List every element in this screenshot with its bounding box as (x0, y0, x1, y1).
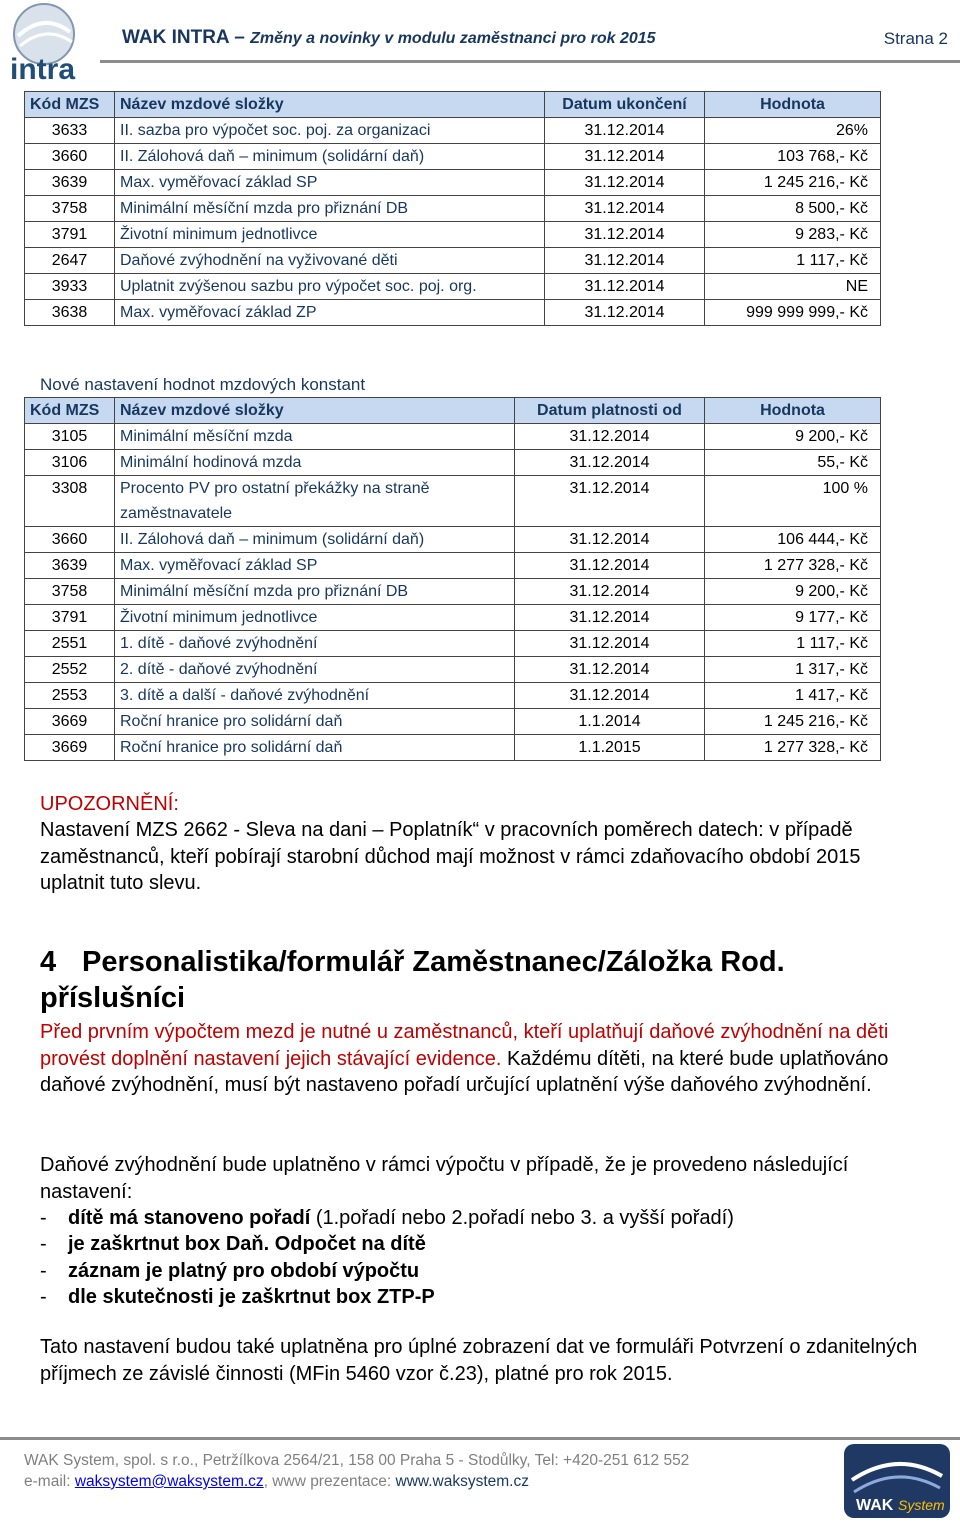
table-row (25, 222, 881, 248)
intro-red-text: Před prvním výpočtem mezd je nutné u zaměstnanců, kteří uplatňují daňové zvýhodnění na děti provést doplnění nastavení jejich stávající evidence. (40, 1021, 889, 1070)
cell-value: 55,- Kč (705, 450, 881, 476)
cell-value: 1 317,- Kč (705, 657, 881, 683)
cell-date: 31.12.2014 (545, 118, 705, 144)
cell-name: II. Zálohová daň – minimum (solidární daň) (115, 144, 545, 170)
web-label: , www prezentace: (263, 1473, 396, 1490)
web-link[interactable]: www.waksystem.cz (395, 1473, 529, 1490)
footer-logo-text: WAK (856, 1497, 894, 1514)
cell-date: 31.12.2014 (515, 683, 705, 709)
table-row (25, 450, 881, 476)
table-header-row (25, 398, 881, 424)
col-header-name: Název mzdové složky (115, 92, 545, 118)
header-divider (100, 60, 960, 63)
footer-divider (0, 1437, 960, 1440)
intro-rest-text: Každému dítěti, na které bude uplatňováno daňové zvýhodnění, musí být nastaveno pořadí určující uplatnění výše daňového zvýhodnění. (40, 1047, 889, 1096)
settings-list (40, 1205, 734, 1310)
footer-logo-text2: System (898, 1497, 945, 1513)
cell-date: 31.12.2014 (515, 631, 705, 657)
table-new-constants (24, 397, 881, 761)
table-row (25, 631, 881, 657)
table-header-row (25, 92, 881, 118)
table-row (25, 118, 881, 144)
table-row (25, 424, 881, 450)
cell-value: 9 200,- Kč (705, 424, 881, 450)
cell-code: 3106 (25, 450, 115, 476)
footer-contact (24, 1473, 529, 1491)
cell-code: 3758 (25, 579, 115, 605)
col-header-code: Kód MZS (25, 398, 115, 424)
cell-code: 2647 (25, 248, 115, 274)
cell-code: 3308 (25, 476, 115, 527)
cell-value: 103 768,- Kč (705, 144, 881, 170)
list-item: - dítě má stanoveno pořadí (1.pořadí nebo 2.pořadí nebo 3. a vyšší pořadí) (40, 1207, 734, 1229)
table-row (25, 300, 881, 326)
table-row (25, 248, 881, 274)
cell-code: 3105 (25, 424, 115, 450)
section-title: Personalistika/formulář Zaměstnanec/Záložka Rod. příslušníci (40, 946, 785, 1014)
list-item: - záznam je platný pro období výpočtu (40, 1259, 420, 1282)
table-row (25, 476, 881, 527)
cell-name: Životní minimum jednotlivce (115, 605, 515, 631)
cell-name: II. sazba pro výpočet soc. poj. za organizaci (115, 118, 545, 144)
cell-code: 3639 (25, 170, 115, 196)
col-header-date: Datum ukončení (545, 92, 705, 118)
header-title: WAK INTRA – Změny a novinky v modulu zaměstnanci pro rok 2015 (122, 27, 656, 48)
header-app: WAK INTRA (122, 27, 229, 48)
cell-code: 3933 (25, 274, 115, 300)
cell-name: 3. dítě a další - daňové zvýhodnění (115, 683, 515, 709)
list-item-bold: záznam je platný pro období výpočtu (68, 1259, 420, 1282)
table-row (25, 579, 881, 605)
cell-value: 100 % (705, 476, 881, 527)
cell-value: 1 277 328,- Kč (705, 553, 881, 579)
cell-name: Daňové zvýhodnění na vyživované děti (115, 248, 545, 274)
cell-name: Roční hranice pro solidární daň (115, 735, 515, 761)
cell-date: 31.12.2014 (545, 222, 705, 248)
table-row (25, 196, 881, 222)
cell-code: 2553 (25, 683, 115, 709)
list-item: - dle skutečnosti je zaškrtnut box ZTP-P (40, 1285, 435, 1308)
cell-value: 8 500,- Kč (705, 196, 881, 222)
cell-date: 31.12.2014 (515, 553, 705, 579)
table-row (25, 274, 881, 300)
cell-code: 2551 (25, 631, 115, 657)
footer-address: WAK System, spol. s r.o., Petržílkova 2564/21, 158 00 Praha 5 - Stodůlky, Tel: +420-251 612 552 (24, 1452, 690, 1469)
warning-text: Nastavení MZS 2662 - Sleva na dani – Poplatník“ v pracovních poměrech datech: v případě zaměstnanců, kteří pobírají starobní důchod mají možnost v rámci zdaňovacího období 2015 uplatnit tuto slevu. (40, 819, 861, 894)
list-item-bold: dle skutečnosti je zaškrtnut box ZTP-P (68, 1285, 435, 1308)
cell-date: 31.12.2014 (515, 657, 705, 683)
cell-code: 3639 (25, 553, 115, 579)
col-header-value: Hodnota (705, 92, 881, 118)
cell-value: 9 200,- Kč (705, 579, 881, 605)
list-item: - je zaškrtnut box Daň. Odpočet na dítě (40, 1233, 426, 1256)
cell-code: 3669 (25, 735, 115, 761)
section-heading (40, 944, 920, 1016)
cell-name: Roční hranice pro solidární daň (115, 709, 515, 735)
cell-value: 1 245 216,- Kč (705, 709, 881, 735)
cell-value: 1 117,- Kč (705, 248, 881, 274)
page-number: Strana 2 (883, 29, 948, 48)
cell-name: Max. vyměřovací základ SP (115, 553, 515, 579)
cell-date: 31.12.2014 (545, 274, 705, 300)
table-row (25, 170, 881, 196)
cell-code: 3633 (25, 118, 115, 144)
section-para2: Daňové zvýhodnění bude uplatněno v rámci výpočtu v případě, že je provedeno následující nastavení: (40, 1154, 849, 1203)
cell-name: Minimální měsíční mzda pro přiznání DB (115, 579, 515, 605)
cell-name: 2. dítě - daňové zvýhodnění (115, 657, 515, 683)
cell-value: 1 417,- Kč (705, 683, 881, 709)
cell-code: 3638 (25, 300, 115, 326)
table-row (25, 144, 881, 170)
table-row (25, 605, 881, 631)
email-label: e-mail: (24, 1473, 75, 1490)
intra-logo (4, 2, 92, 82)
section-intro (40, 1019, 920, 1099)
cell-date: 31.12.2014 (545, 144, 705, 170)
col-header-value: Hodnota (705, 398, 881, 424)
cell-value: 9 177,- Kč (705, 605, 881, 631)
col-header-name: Název mzdové složky (115, 398, 515, 424)
cell-name: Max. vyměřovací základ ZP (115, 300, 545, 326)
table-row (25, 683, 881, 709)
cell-name: Minimální hodinová mzda (115, 450, 515, 476)
cell-name: 1. dítě - daňové zvýhodnění (115, 631, 515, 657)
cell-name: II. Zálohová daň – minimum (solidární daň) (115, 527, 515, 553)
list-item-rest: (1.pořadí nebo 2.pořadí nebo 3. a vyšší pořadí) (310, 1207, 734, 1229)
warning-title: UPOZORNĚNÍ: (40, 793, 179, 815)
cell-date: 31.12.2014 (515, 450, 705, 476)
wak-system-logo (842, 1440, 952, 1522)
table2-caption: Nové nastavení hodnot mzdových konstant (40, 375, 366, 394)
logo-text: intra (10, 53, 76, 82)
cell-date: 31.12.2014 (515, 605, 705, 631)
email-link[interactable]: waksystem@waksystem.cz (74, 1473, 264, 1490)
table-row (25, 735, 881, 761)
cell-date: 31.12.2014 (515, 476, 705, 527)
cell-date: 31.12.2014 (545, 248, 705, 274)
cell-date: 31.12.2014 (515, 579, 705, 605)
cell-name: Minimální měsíční mzda pro přiznání DB (115, 196, 545, 222)
section-para3: Tato nastavení budou také uplatněna pro úplné zobrazení dat ve formuláři Potvrzení o zdanitelných příjmech ze závislé činnosti (MFin 5460 vzor č.23), platné pro rok 2015. (40, 1336, 918, 1385)
cell-code: 2552 (25, 657, 115, 683)
cell-code: 3669 (25, 709, 115, 735)
table-row (25, 527, 881, 553)
cell-code: 3791 (25, 605, 115, 631)
table-row (25, 657, 881, 683)
col-header-date: Datum platnosti od (515, 398, 705, 424)
cell-name: Životní minimum jednotlivce (115, 222, 545, 248)
list-item-bold: dítě má stanoveno pořadí (68, 1207, 311, 1229)
cell-date: 1.1.2014 (515, 709, 705, 735)
cell-name: Max. vyměřovací základ SP (115, 170, 545, 196)
cell-value: 1 117,- Kč (705, 631, 881, 657)
table-ending-constants (24, 91, 881, 326)
cell-value: 106 444,- Kč (705, 527, 881, 553)
col-header-code: Kód MZS (25, 92, 115, 118)
cell-date: 31.12.2014 (515, 527, 705, 553)
cell-name: Uplatnit zvýšenou sazbu pro výpočet soc. poj. org. (115, 274, 545, 300)
cell-date: 31.12.2014 (545, 170, 705, 196)
section-number: 4 (40, 946, 57, 978)
table-row (25, 709, 881, 735)
cell-value: 1 277 328,- Kč (705, 735, 881, 761)
cell-value: 26% (705, 118, 881, 144)
cell-name: Procento PV pro ostatní překážky na straně zaměstnavatele (115, 476, 515, 527)
cell-code: 3791 (25, 222, 115, 248)
cell-value: NE (705, 274, 881, 300)
cell-date: 31.12.2014 (515, 424, 705, 450)
header-subtitle: Změny a novinky v modulu zaměstnanci pro rok 2015 (250, 30, 656, 47)
list-item-bold: je zaškrtnut box Daň. Odpočet na dítě (68, 1233, 426, 1256)
cell-date: 31.12.2014 (545, 300, 705, 326)
cell-name: Minimální měsíční mzda (115, 424, 515, 450)
cell-code: 3660 (25, 527, 115, 553)
cell-date: 31.12.2014 (545, 196, 705, 222)
cell-date: 1.1.2015 (515, 735, 705, 761)
cell-value: 9 283,- Kč (705, 222, 881, 248)
cell-code: 3660 (25, 144, 115, 170)
cell-code: 3758 (25, 196, 115, 222)
cell-value: 999 999 999,- Kč (705, 300, 881, 326)
cell-value: 1 245 216,- Kč (705, 170, 881, 196)
table-row (25, 553, 881, 579)
